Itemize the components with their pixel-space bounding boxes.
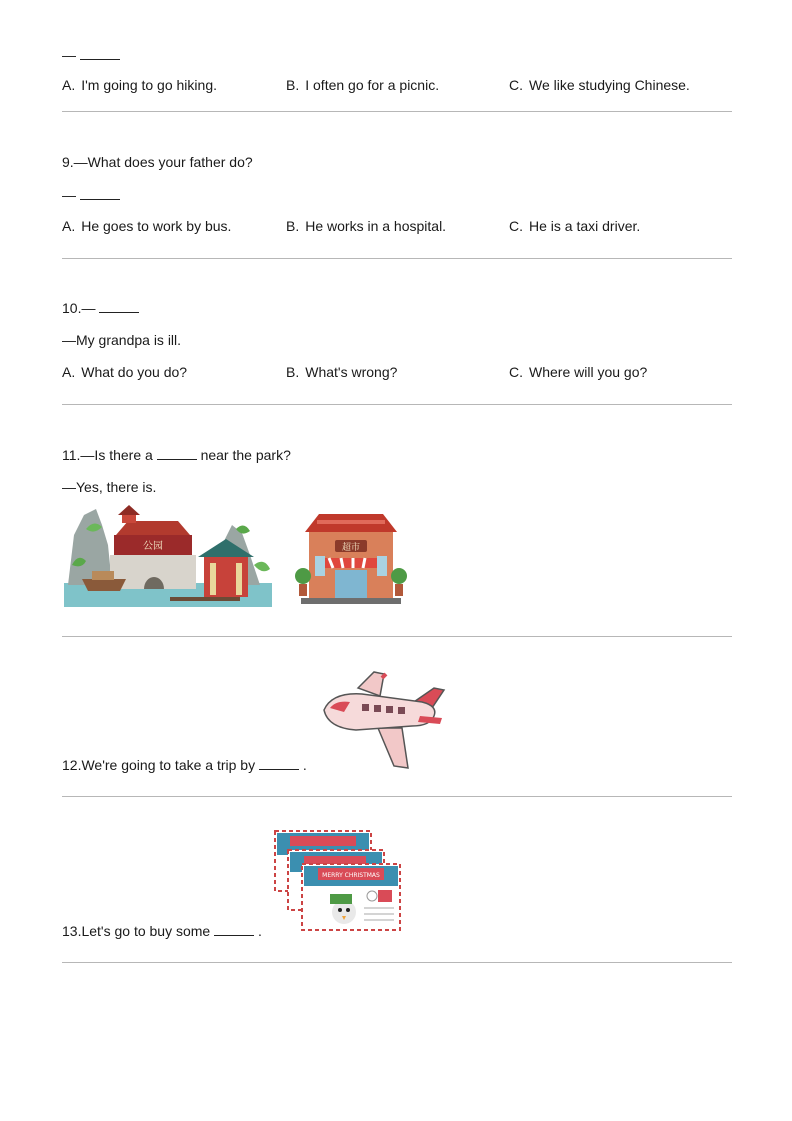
divider (62, 404, 732, 405)
q8-option-c[interactable] (509, 76, 690, 94)
q8-answer-line (62, 46, 120, 64)
supermarket-illustration (295, 510, 407, 606)
option-letter: B. (286, 218, 300, 234)
q13-question (62, 922, 262, 940)
answer-dash: — (62, 187, 76, 203)
q11-question (62, 446, 291, 464)
divider (62, 636, 732, 637)
q8-option-a[interactable] (62, 76, 217, 94)
question-text: 11.—Is there a (62, 447, 153, 463)
q12-question (62, 756, 307, 774)
answer-dash: — (62, 47, 76, 63)
divider (62, 796, 732, 797)
park-illustration (64, 505, 272, 607)
option-text: Where will you go? (529, 364, 648, 380)
q10-option-a[interactable] (62, 363, 187, 381)
question-number: 10.— (62, 300, 96, 316)
option-letter: C. (509, 218, 523, 234)
option-text: He works in a hospital. (305, 218, 447, 234)
q10-option-b[interactable] (286, 363, 397, 381)
question-text: 12.We're going to take a trip by (62, 757, 256, 773)
q9-option-c[interactable] (509, 217, 640, 235)
q11-reply: —Yes, there is. (62, 479, 157, 495)
option-text: He goes to work by bus. (81, 218, 232, 234)
card-banner-text: MERRY CHRISTMAS (322, 872, 380, 879)
answer-blank[interactable] (157, 447, 197, 460)
question-text: 13.Let's go to buy some (62, 923, 211, 939)
option-text: We like studying Chinese. (529, 77, 690, 93)
question-text: near the park? (200, 447, 291, 463)
option-letter: B. (286, 364, 300, 380)
question-text: . (302, 757, 307, 773)
park-sign-text: 公园 (143, 541, 163, 552)
option-letter: B. (286, 77, 300, 93)
option-text: What do you do? (81, 364, 188, 380)
option-text: He is a taxi driver. (529, 218, 641, 234)
answer-blank[interactable] (99, 300, 139, 313)
q9-option-b[interactable] (286, 217, 446, 235)
option-letter: C. (509, 364, 523, 380)
airplane-illustration (322, 668, 450, 772)
answer-blank[interactable] (259, 757, 299, 770)
divider (62, 111, 732, 112)
q9-question: 9.—What does your father do? (62, 154, 253, 170)
q10-option-c[interactable] (509, 363, 647, 381)
q8-option-b[interactable] (286, 76, 439, 94)
answer-blank[interactable] (80, 47, 120, 60)
question-text: . (258, 923, 262, 939)
q9-answer-line (62, 186, 120, 204)
option-letter: A. (62, 364, 76, 380)
shop-sign-text: 超市 (341, 543, 361, 553)
option-text: I often go for a picnic. (305, 77, 440, 93)
q10-question (62, 299, 139, 317)
option-letter: A. (62, 77, 76, 93)
divider (62, 962, 732, 963)
option-letter: C. (509, 77, 523, 93)
option-text: I'm going to go hiking. (81, 77, 217, 93)
q10-reply: —My grandpa is ill. (62, 332, 182, 348)
answer-blank[interactable] (214, 923, 254, 936)
option-letter: A. (62, 218, 76, 234)
option-text: What's wrong? (305, 364, 398, 380)
christmas-cards-illustration (274, 830, 408, 938)
answer-blank[interactable] (80, 187, 120, 200)
q9-option-a[interactable] (62, 217, 231, 235)
divider (62, 258, 732, 259)
